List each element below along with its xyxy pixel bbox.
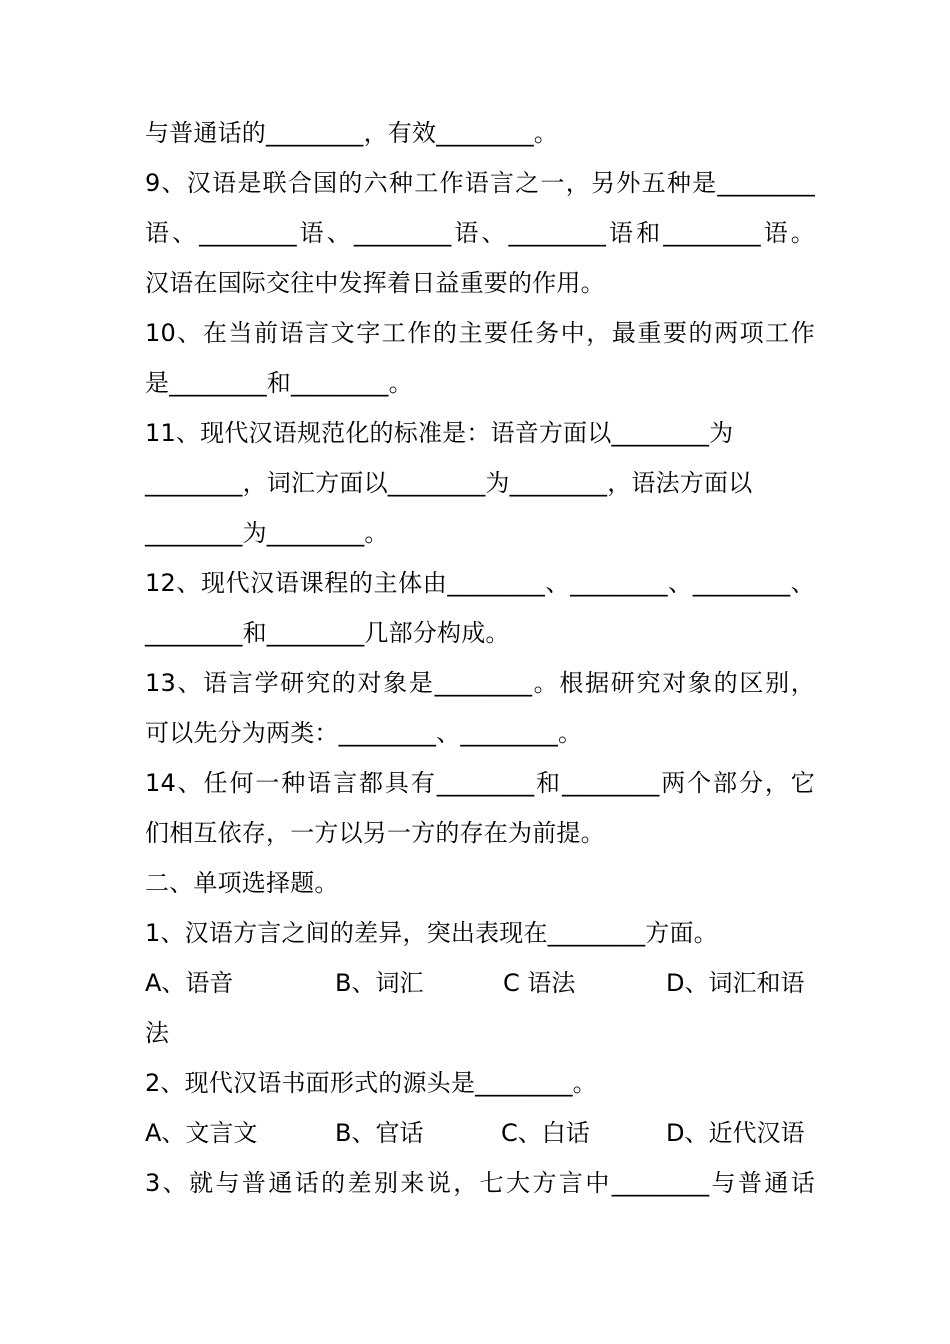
option-a: A、文言文 — [145, 1119, 258, 1147]
question-10-line-2: 是________和________。 — [145, 369, 413, 397]
mc-question-1-options — [145, 963, 815, 1003]
section-heading: 二、单项选择题。 — [145, 869, 339, 897]
question-10-line-1: 10、在当前语言文字工作的主要任务中，最重要的两项工作 — [145, 319, 815, 347]
question-14-line-2: 们相互依存，一方以另一方的存在为前提。 — [145, 819, 605, 847]
question-13-line-1: 13、语言学研究的对象是________。根据研究对象的区别， — [145, 669, 815, 697]
mc-question-2-options — [145, 1113, 815, 1153]
question-11-line-1: 11、现代汉语规范化的标准是：语音方面以________为 — [145, 419, 734, 447]
mc-question-1-option-continuation: 法 — [145, 1019, 170, 1047]
question-14-line-1: 14、任何一种语言都具有________和________两个部分，它 — [145, 769, 815, 797]
question-11-line-2: ________，词汇方面以________为________，语法方面以 — [145, 469, 753, 497]
option-c: C、白话 — [501, 1119, 590, 1147]
mc-question-2-stem: 2、现代汉语书面形式的源头是________。 — [145, 1069, 597, 1097]
question-12-line-2: ________和________几部分构成。 — [145, 619, 510, 647]
question-13-line-2: 可以先分为两类：________、________。 — [145, 719, 583, 747]
text-line-1: 与普通话的________，有效________。 — [145, 119, 558, 147]
question-9-line-3: 汉语在国际交往中发挥着日益重要的作用。 — [145, 269, 605, 297]
option-d: D、词汇和语 — [666, 969, 805, 997]
option-d: D、近代汉语 — [666, 1119, 805, 1147]
question-12-line-1: 12、现代汉语课程的主体由________、________、________、 — [145, 569, 815, 597]
option-a: A、语音 — [145, 969, 234, 997]
option-c: C 语法 — [503, 969, 576, 997]
question-11-line-3: ________为________。 — [145, 519, 389, 547]
question-9-line-2: 语、________语、________语、________语和________语。 — [145, 219, 815, 247]
option-b: B、官话 — [335, 1119, 424, 1147]
mc-question-1-stem: 1、汉语方言之间的差异，突出表现在________方面。 — [145, 919, 718, 947]
question-9-line-1: 9、汉语是联合国的六种工作语言之一，另外五种是________ — [145, 169, 815, 197]
option-b: B、词汇 — [335, 969, 424, 997]
mc-question-3-stem: 3、就与普通话的差别来说，七大方言中________与普通话 — [145, 1169, 815, 1197]
